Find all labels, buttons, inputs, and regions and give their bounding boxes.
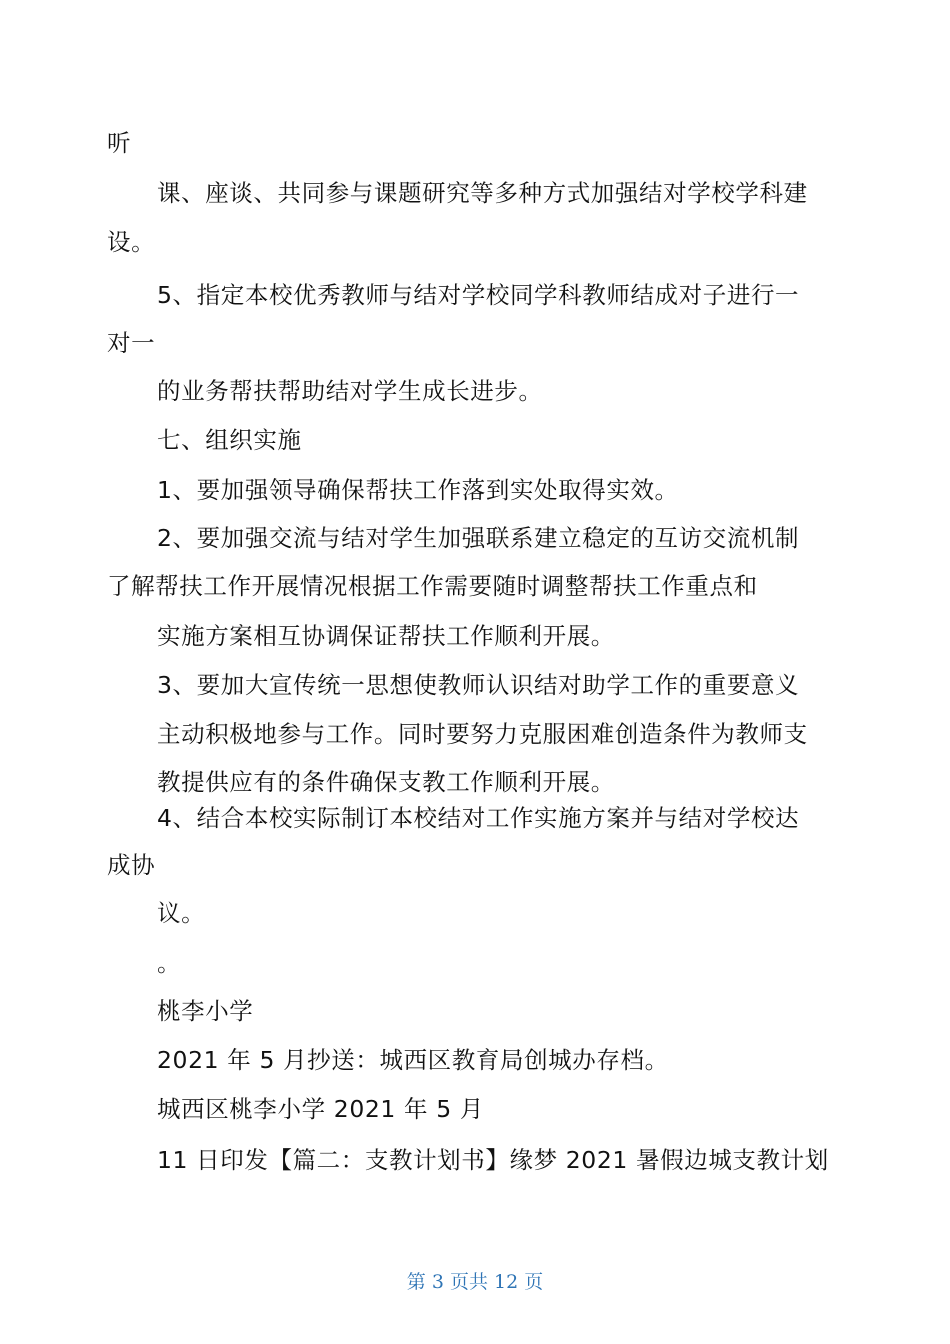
text-line: 主动积极地参与工作。同时要努力克服困难创造条件为教师支 [157,720,808,748]
section-heading: 七、组织实施 [157,426,302,454]
text-line: 2、要加强交流与结对学生加强联系建立稳定的互访交流机制 [157,524,800,552]
text-line: 了解帮扶工作开展情况根据工作需要随时调整帮扶工作重点和 [107,572,758,600]
text-line: 3、要加大宣传统一思想使教师认识结对助学工作的重要意义 [157,671,800,699]
signature-school: 桃李小学 [157,997,254,1025]
text-line: 设。 [107,228,156,256]
text-line: 听 [107,129,132,157]
text-line: 2021 年 5 月抄送：城西区教育局创城办存档。 [157,1046,669,1074]
text-line: 4、结合本校实际制订本校结对工作实施方案并与结对学校达 [157,804,800,832]
text-line: 教提供应有的条件确保支教工作顺利开展。 [157,768,615,796]
text-line: 实施方案相互协调保证帮扶工作顺利开展。 [157,622,615,650]
text-line: 课、座谈、共同参与课题研究等多种方式加强结对学校学科建 [157,179,808,207]
text-line: 对一 [107,329,156,357]
text-line: 城西区桃李小学 2021 年 5 月 [157,1095,484,1123]
text-line: 11 日印发【篇二：支教计划书】缘梦 2021 暑假边城支教计划 [157,1146,829,1174]
text-line: 成协 [107,851,156,879]
text-line: 5、指定本校优秀教师与结对学校同学科教师结成对子进行一 [157,281,800,309]
text-line: 的业务帮扶帮助结对学生成长进步。 [157,377,543,405]
text-line: 1、要加强领导确保帮扶工作落到实处取得实效。 [157,476,679,504]
text-line: 议。 [157,899,206,927]
page-number-footer: 第 3 页共 12 页 [406,1271,544,1293]
text-line: 。 [157,949,182,977]
